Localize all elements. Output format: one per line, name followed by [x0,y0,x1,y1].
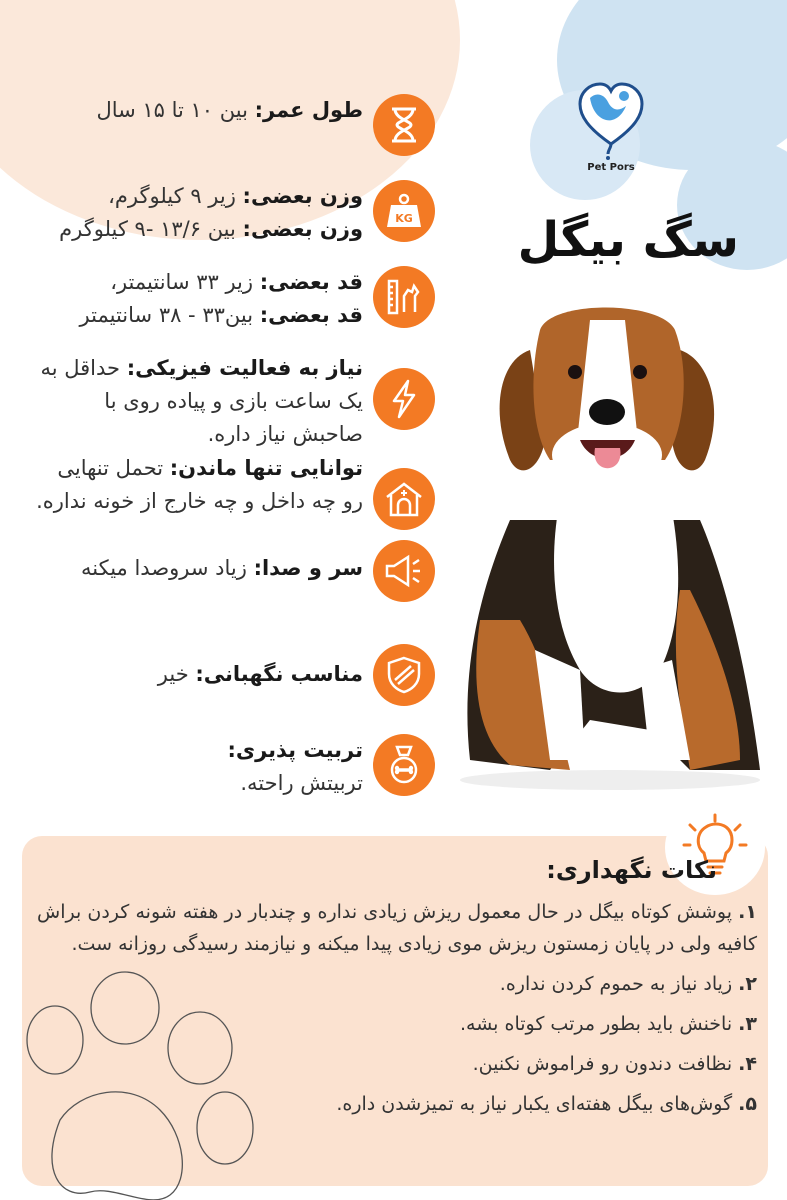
feature-label: قد بعضی: [259,270,363,294]
feature-text [227,734,363,800]
feature-activity [33,352,435,451]
feature-text [80,266,363,332]
heart-logo-icon [578,82,644,160]
feature-weight [59,180,435,246]
dog-house-icon [373,468,435,530]
page-title: سگ بیگل [517,212,739,268]
tip-text: زیاد نیاز به حموم کردن نداره. [499,973,739,995]
feature-text [81,552,363,585]
feature-label: توانایی تنها ماندن: [169,456,363,480]
feature-alone [33,452,435,530]
svg-text:KG: KG [395,212,413,225]
tip-number: ۱. [738,901,757,923]
feature-value: زیر ۹ کیلوگرم، [108,184,243,208]
logo-label: Pet Pors [587,162,635,173]
feature-value: تحمل تنهایی رو چه داخل و چه خارج از خونه نداره. [36,456,363,513]
lightning-icon [373,368,435,430]
pet-pors-logo [578,82,644,173]
medal-bone-icon [373,734,435,796]
shield-icon [373,644,435,706]
feature-label: تربیت پذیری: [227,738,363,762]
feature-label: قد بعضی: [259,303,363,327]
feature-text [59,180,363,246]
feature-height [80,266,435,332]
tip-text: نظافت دندون رو فراموش نکنین. [472,1053,739,1075]
feature-value: بین ۱۳/۶ -۹ کیلوگرم [59,217,243,241]
megaphone-icon [373,540,435,602]
feature-label: وزن بعضی: [242,217,363,241]
feature-value: بین۳۳ - ۳۸ سانتیمتر [79,303,260,327]
beagle-dog-image [440,290,770,790]
feature-label: طول عمر: [254,98,363,122]
tip-text: پوشش کوتاه بیگل در حال معمول ریزش زیادی نداره و چندبار در هفته شونه کردن براش کافیه ولی در پایان زمستون ریزش موی زیادی پیدا میکنه و نیازمند رسیدگی روزانه ست. [37,901,757,955]
list-item [37,896,757,960]
tip-text: ناخنش باید بطور مرتب کوتاه بشه. [459,1013,739,1035]
feature-trainability [227,734,435,800]
tip-number: ۴. [738,1053,757,1075]
tip-number: ۵. [738,1093,757,1115]
weight-kg-icon [373,180,435,242]
paw-print-icon [20,970,270,1200]
feature-value: زیاد سروصدا میکنه [81,556,254,580]
feature-text [33,452,363,518]
feature-text [96,94,363,127]
feature-noise [81,552,435,602]
feature-label: وزن بعضی: [242,184,363,208]
feature-lifespan [96,94,435,156]
feature-value: زیر ۳۳ سانتیمتر، [110,270,260,294]
hourglass-icon [373,94,435,156]
tip-number: ۲. [738,973,757,995]
tip-text: گوش‌های بیگل هفته‌ای یکبار نیاز به تمیزشدن داره. [336,1093,739,1115]
height-ruler-icon [373,266,435,328]
feature-label: نیاز به فعالیت فیزیکی: [126,356,363,380]
feature-guarding [158,644,435,706]
feature-text [158,658,363,691]
feature-label: سر و صدا: [253,556,363,580]
feature-value: حداقل به یک ساعت بازی و پیاده روی با صاحبش نیاز داره. [40,356,363,446]
feature-text [33,352,363,451]
feature-value: بین ۱۰ تا ۱۵ سال [96,98,255,122]
tip-number: ۳. [738,1013,757,1035]
feature-value: تربیتش راحته. [240,771,363,795]
feature-value: خیر [157,662,196,686]
feature-label: مناسب نگهبانی: [195,662,363,686]
tips-title: نکات نگهداری: [546,856,717,884]
